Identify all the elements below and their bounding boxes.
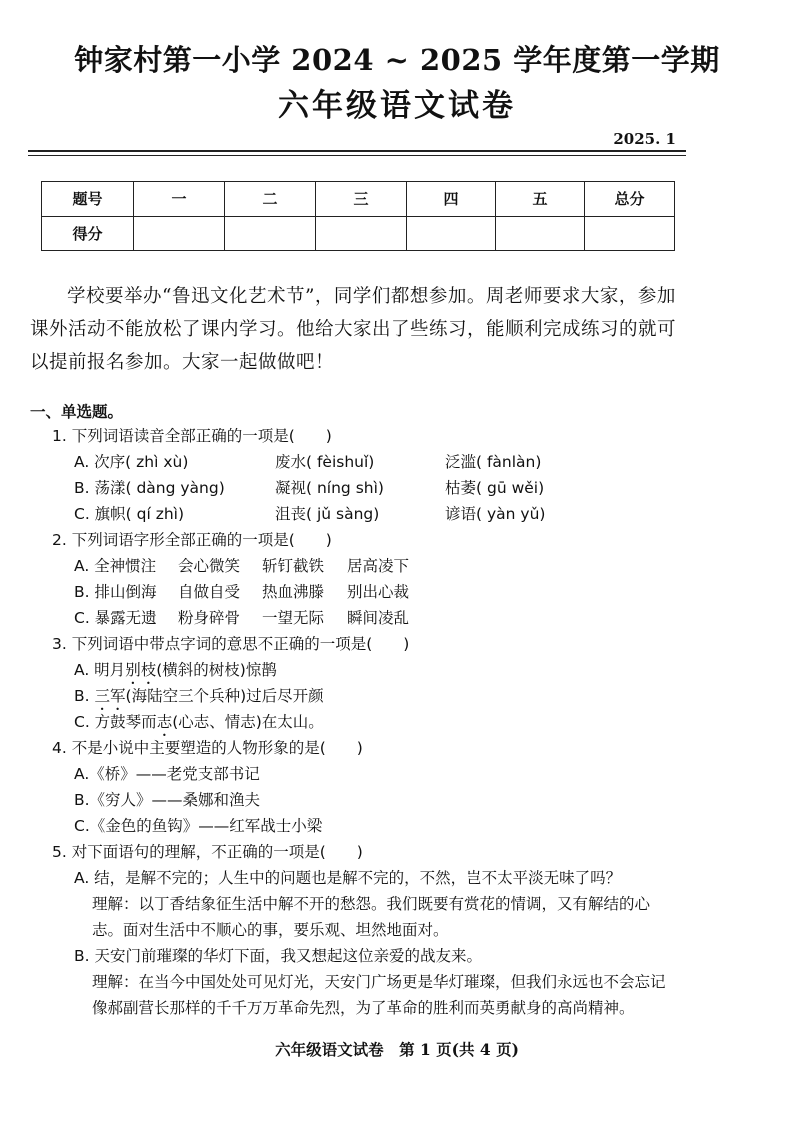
score-cell-part-1: 一: [134, 182, 225, 217]
q3-b-text: B.: [74, 687, 95, 705]
q1-option-b-word: 凝视( níng shì): [275, 479, 384, 497]
question-4-stem: 4. 不是小说中主要塑造的人物形象的是( ): [52, 739, 363, 757]
score-table-header-row: [42, 182, 675, 217]
question-5-stem: 5. 对下面语句的理解，不正确的一项是( ): [52, 843, 363, 861]
header-rule-thick: [28, 150, 686, 152]
q2-option-c-word: 一望无际: [262, 609, 325, 627]
q1-option-c-word: 沮丧( jǔ sàng): [275, 505, 380, 523]
q5-option-b: B. 天安门前璀璨的华灯下面，我又想起这位亲爱的战友来。: [74, 947, 482, 965]
score-cell-label: 题号: [42, 182, 134, 217]
score-cell-total: 总分: [585, 182, 675, 217]
q4-option-a: A.《桥》——老党支部书记: [74, 765, 260, 783]
q1-option-b: B. 荡漾( dàng yàng): [74, 479, 225, 497]
q2-option-a-word: 居高凌下: [347, 557, 410, 575]
score-row-label: 得分: [42, 216, 134, 251]
question-3-stem: 3. 下列词语中带点字词的意思不正确的一项是( ): [52, 635, 410, 653]
score-blank[interactable]: [407, 216, 496, 251]
q1-option-c-word: 谚语( yàn yǔ): [445, 505, 546, 523]
score-cell-part-5: 五: [496, 182, 585, 217]
page-footer: 六年级语文试卷 第 1 页(共 4 页): [275, 1040, 519, 1059]
q1-option-a: A. 次序( zhì xù): [74, 453, 189, 471]
q3-a-dotted-word: 别枝: [125, 661, 157, 679]
q2-option-a-word: 斩钉截铁: [262, 557, 325, 575]
q1-option-b-word: 枯萎( gū wěi): [445, 479, 545, 497]
intro-paragraph: 学校要举办“鲁迅文化艺术节”，同学们都想参加。周老师要求大家，参加课外活动不能放松了课内学习。他给大家出了些练习，能顺利完成练习的就可以提前报名参加。大家一起做做吧！: [30, 286, 677, 373]
score-blank[interactable]: [496, 216, 585, 251]
q5-a-explanation: 理解：以丁香结象征生活中解不开的愁怨。我们既要有赏花的情调，又有解结的心: [92, 895, 651, 913]
q2-option-b-word: 自做自受: [178, 583, 241, 601]
q2-option-b-word: 热血沸滕: [262, 583, 325, 601]
question-1-stem: 1. 下列词语读音全部正确的一项是( ): [52, 427, 332, 445]
q5-b-explanation-cont: 像郝副营长那样的千千万万革命先烈，为了革命的胜利而英勇献身的高尚精神。: [92, 999, 635, 1017]
q3-a-text: A. 明月: [74, 661, 126, 679]
score-blank[interactable]: [225, 216, 316, 251]
exam-school-title: 钟家村第一小学 2024 ~ 2025 学年度第一学期: [74, 43, 720, 77]
q3-c-dotted-word: 志: [156, 713, 173, 731]
score-blank[interactable]: [316, 216, 407, 251]
score-cell-part-4: 四: [407, 182, 496, 217]
question-2-stem: 2. 下列词语字形全部正确的一项是( ): [52, 531, 332, 549]
q2-option-c-word: 瞬间凌乱: [347, 609, 410, 627]
q3-b-gloss: (海陆空三个兵种)过后尽开颜: [125, 687, 324, 705]
exam-subject-title: 六年级语文试卷: [278, 88, 516, 124]
q2-option-b: B. 排山倒海: [74, 583, 157, 601]
q2-option-c: C. 暴露无遗: [74, 609, 157, 627]
q1-option-a-word: 废水( fèishuǐ): [275, 453, 375, 471]
q2-option-c-word: 粉身碎骨: [178, 609, 241, 627]
q1-option-c: C. 旗帜( qí zhì): [74, 505, 185, 523]
header-rule-thin: [28, 155, 686, 156]
q2-option-a: A. 全神惯注: [74, 557, 157, 575]
q4-option-c: C.《金色的鱼钩》——红军战士小梁: [74, 817, 323, 835]
section-heading: 一、单选题。: [30, 402, 124, 421]
score-table-score-row: [42, 216, 675, 251]
q5-option-a: A. 结，是解不完的；人生中的问题也是解不完的，不然，岂不太平淡无味了吗？: [74, 869, 622, 887]
q5-b-explanation: 理解：在当今中国处处可见灯光，天安门广场更是华灯璀璨，但我们永远也不会忘记: [92, 973, 666, 991]
q3-c-text: C. 方鼓琴而: [74, 713, 157, 731]
q1-option-a-word: 泛滥( fànlàn): [445, 453, 542, 471]
score-table: [41, 181, 675, 251]
q3-a-gloss: (横斜的树枝)惊鹊: [156, 661, 277, 679]
score-blank[interactable]: [585, 216, 675, 251]
score-blank[interactable]: [134, 216, 225, 251]
q2-option-a-word: 会心微笑: [178, 557, 241, 575]
q3-b-dotted-word: 三军: [94, 687, 126, 705]
q3-c-gloss: (心志、情志)在太山。: [172, 713, 324, 731]
q2-option-b-word: 别出心裁: [347, 583, 410, 601]
q4-option-b: B.《穷人》——桑娜和渔夫: [74, 791, 261, 809]
score-cell-part-2: 二: [225, 182, 316, 217]
q5-a-explanation-cont: 志。面对生活中不顺心的事，要乐观、坦然地面对。: [92, 921, 449, 939]
score-cell-part-3: 三: [316, 182, 407, 217]
exam-date: 2025. 1: [613, 130, 676, 148]
